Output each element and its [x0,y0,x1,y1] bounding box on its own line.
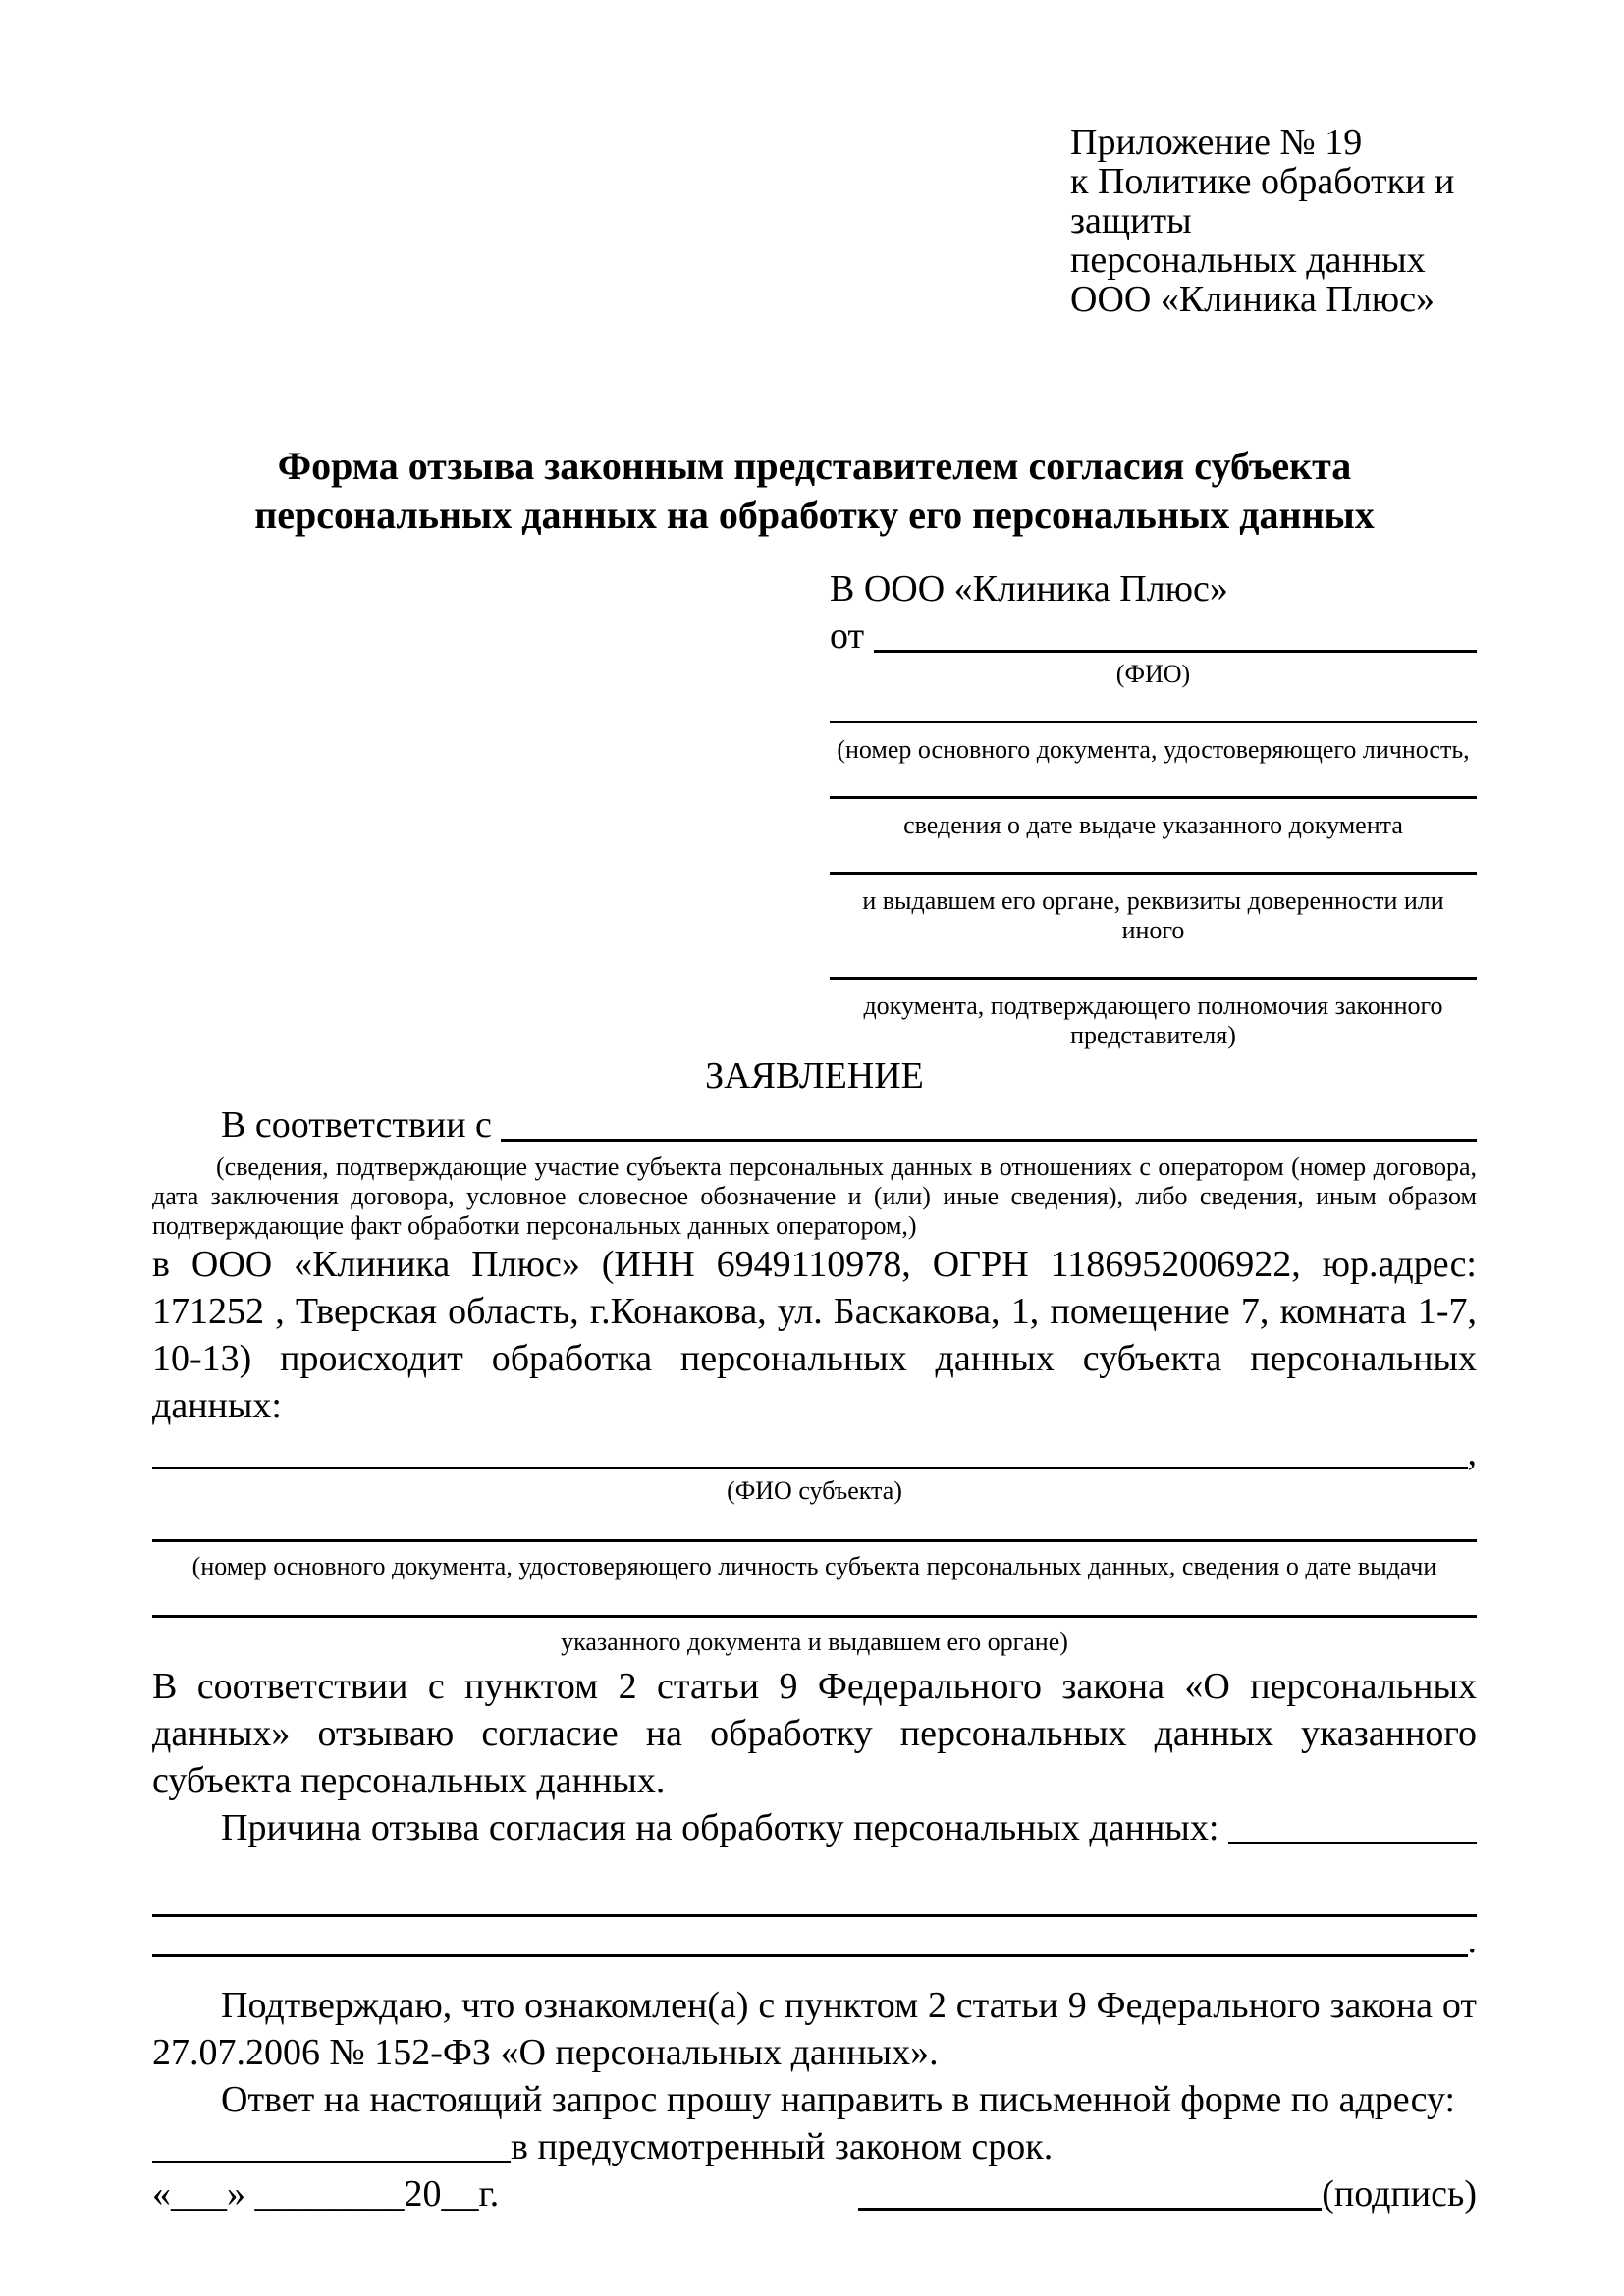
footer-row [152,2170,1477,2217]
appendix-header-line: к Политике обработки и защиты [1070,161,1455,241]
reason-lead: Причина отзыва согласия на обработку персональных данных: [221,1807,1228,1848]
document-caption: (номер основного документа, удостоверяющего личность, [837,735,1470,764]
subject-document-blank-line [152,1539,1477,1581]
representative-document-blank-line [830,872,1477,945]
representative-document-blank-line [830,721,1477,765]
signature-caption: (подпись) [1322,2173,1477,2215]
reason-period: . [1467,1920,1477,1961]
reason-blank-line [1228,1804,1477,1851]
basis-blank-line [501,1101,1477,1148]
from-label: от [830,615,874,657]
signature-block [858,2170,1477,2217]
appendix-header-line: ООО «Клиника Плюс» [1070,279,1435,320]
addressee-organization: В ООО «Клиника Плюс» [830,568,1228,610]
appendix-header-line: персональных данных [1070,240,1426,281]
paragraph-indent [152,1101,221,1148]
document-caption: и выдавшем его органе, реквизиты доверенности или иного [862,886,1444,944]
from-row [830,613,1477,660]
document-caption: документа, подтверждающего полномочия законного представителя) [863,991,1443,1049]
fio-caption: (ФИО) [1115,660,1191,688]
intro-lead: В соответствии с [221,1104,502,1146]
document-title: Форма отзыва законным представителем согласия субъекта персональных данных на обработку его персональных данных [254,444,1375,537]
date-line: «___» ________20__г. [152,2173,500,2215]
reply-address-row [152,2123,1477,2170]
addressee-block [830,565,1477,1050]
reply-tail: в предусмотренный законом срок. [511,2126,1054,2167]
paragraph-indent [152,1804,221,1851]
appendix-header-line: Приложение № 19 [1070,122,1363,163]
basis-footnote: (сведения, подтверждающие участие субъекта персональных данных в отношениях с оператором (номер договора, дата заключения договора, условное словесное обозначение и (или) иные сведения), либо сведения, иным образом подтверждающие факт обработки персональных данных оператором,) [152,1152,1477,1240]
operator-paragraph: в ООО «Клиника Плюс» (ИНН 6949110978, ОГРН 1186952006922, юр.адрес: 171252 , Тверская область, г.Конакова, ул. Баскакова, 1, помещение 7, комната 1-7, 10-13) происходит обработка персональных данных субъекта персональных данных: [152,1244,1477,1426]
subject-document-blank-line [152,1615,1477,1657]
subject-document-caption: (номер основного документа, удостоверяющего личность субъекта персональных данных, сведения о дате выдачи [191,1552,1437,1580]
subject-document-caption: указанного документа и выдавшем его органе) [561,1628,1068,1656]
subject-fio-caption: (ФИО субъекта) [727,1476,902,1505]
reply-address-blank-line [152,2123,511,2170]
reason-blank-line [152,1914,1477,1917]
withdrawal-paragraph: В соответствии с пунктом 2 статьи 9 Федерального закона «О персональных данных» отзываю согласие на обработку персональных данных указанного субъекта персональных данных. [152,1666,1477,1801]
confirm-paragraph: Подтверждаю, что ознакомлен(а) с пунктом 2 статьи 9 Федерального закона от 27.07.2006 № 152-ФЗ «О персональных данных». [152,1985,1477,2073]
statement-heading: ЗАЯВЛЕНИЕ [705,1055,924,1096]
subject-comma: , [1467,1432,1477,1473]
representative-name-blank-line [874,613,1477,660]
appendix-header [1070,123,1477,319]
reason-row [152,1804,1477,1851]
representative-document-blank-line [830,796,1477,840]
representative-document-blank-line [830,977,1477,1050]
intro-row [152,1101,1477,1148]
subject-fio-row [152,1429,1477,1476]
reason-blank-row [152,1919,1477,1964]
reply-lead-paragraph: Ответ на настоящий запрос прошу направить в письменной форме по адресу: [221,2079,1456,2120]
document-caption: сведения о дате выдаче указанного документа [903,811,1403,839]
